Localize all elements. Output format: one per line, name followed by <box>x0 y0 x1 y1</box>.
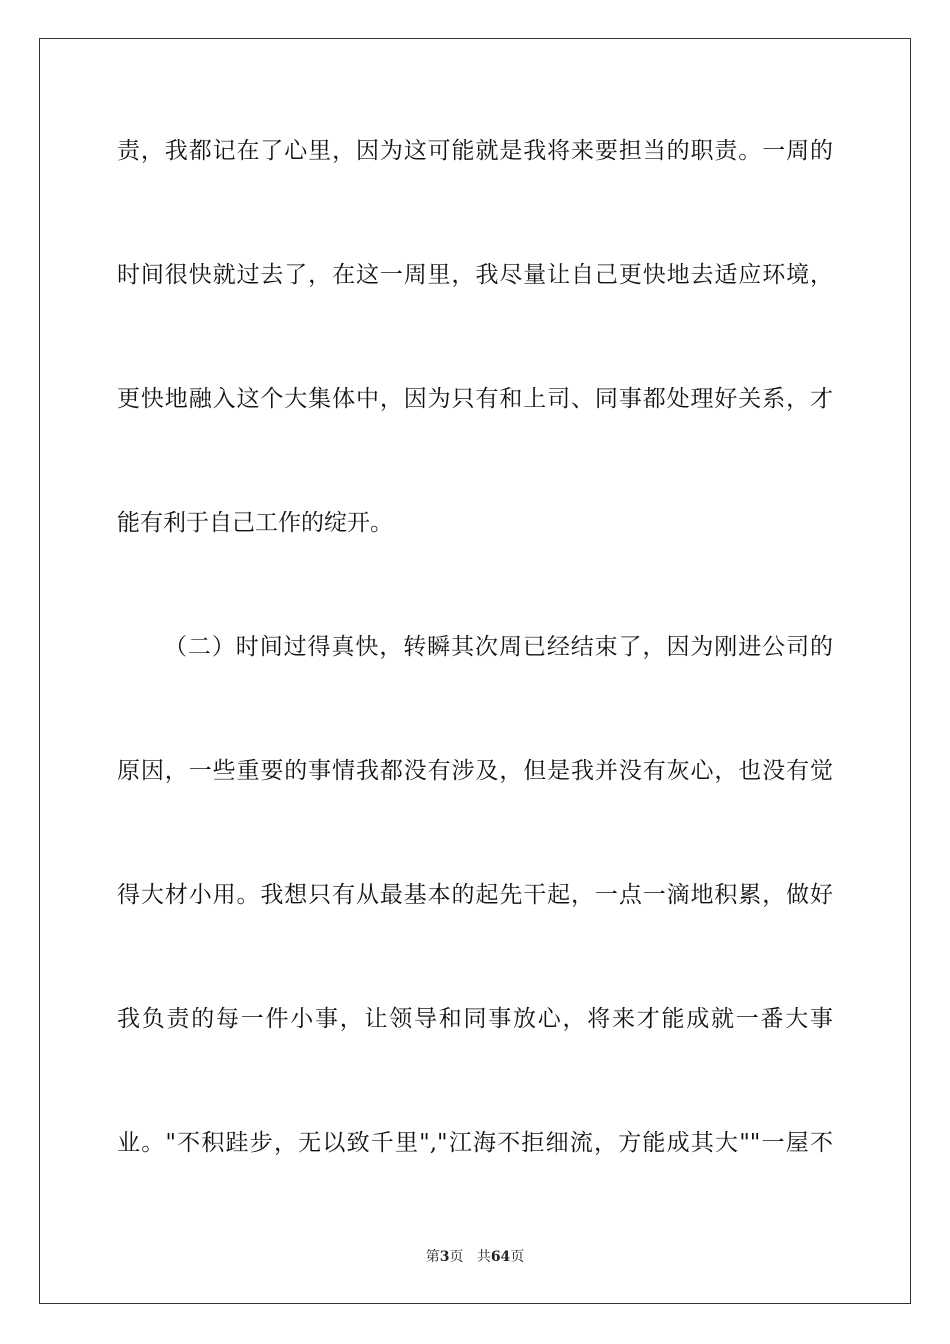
footer-page-prefix: 第 <box>425 1249 440 1265</box>
paragraph-line: 能有利于自己工作的绽开。 <box>117 510 393 536</box>
footer-total-suffix: 页 <box>510 1249 525 1265</box>
paragraph-line: 更快地融入这个大集体中，因为只有和上司、同事都处理好关系，才 <box>117 386 833 412</box>
paragraph-line: 责，我都记在了心里，因为这可能就是我将来要担当的职责。一周的 <box>117 138 833 164</box>
paragraph-line: （二）时间过得真快，转瞬其次周已经结束了，因为刚进公司的 <box>164 634 833 660</box>
footer-total-pages: 64 <box>490 1249 511 1265</box>
paragraph-line: 我负责的每一件小事，让领导和同事放心，将来才能成就一番大事 <box>117 1006 833 1032</box>
paragraph-line: 时间很快就过去了，在这一周里，我尽量让自己更快地去适应环境， <box>117 262 833 288</box>
footer-page-number: 3 <box>439 1249 450 1265</box>
footer-page-suffix: 页 <box>449 1249 464 1265</box>
paragraph-line: 原因，一些重要的事情我都没有涉及，但是我并没有灰心，也没有觉 <box>117 758 833 784</box>
paragraph-line: 得大材小用。我想只有从最基本的起先干起，一点一滴地积累，做好 <box>117 882 833 908</box>
page-border <box>39 38 911 1304</box>
paragraph-line: 业。"不积跬步，无以致千里","江海不拒细流，方能成其大""一屋不 <box>117 1130 833 1156</box>
footer-total-prefix: 共 <box>476 1249 491 1265</box>
page-footer <box>0 1248 950 1266</box>
